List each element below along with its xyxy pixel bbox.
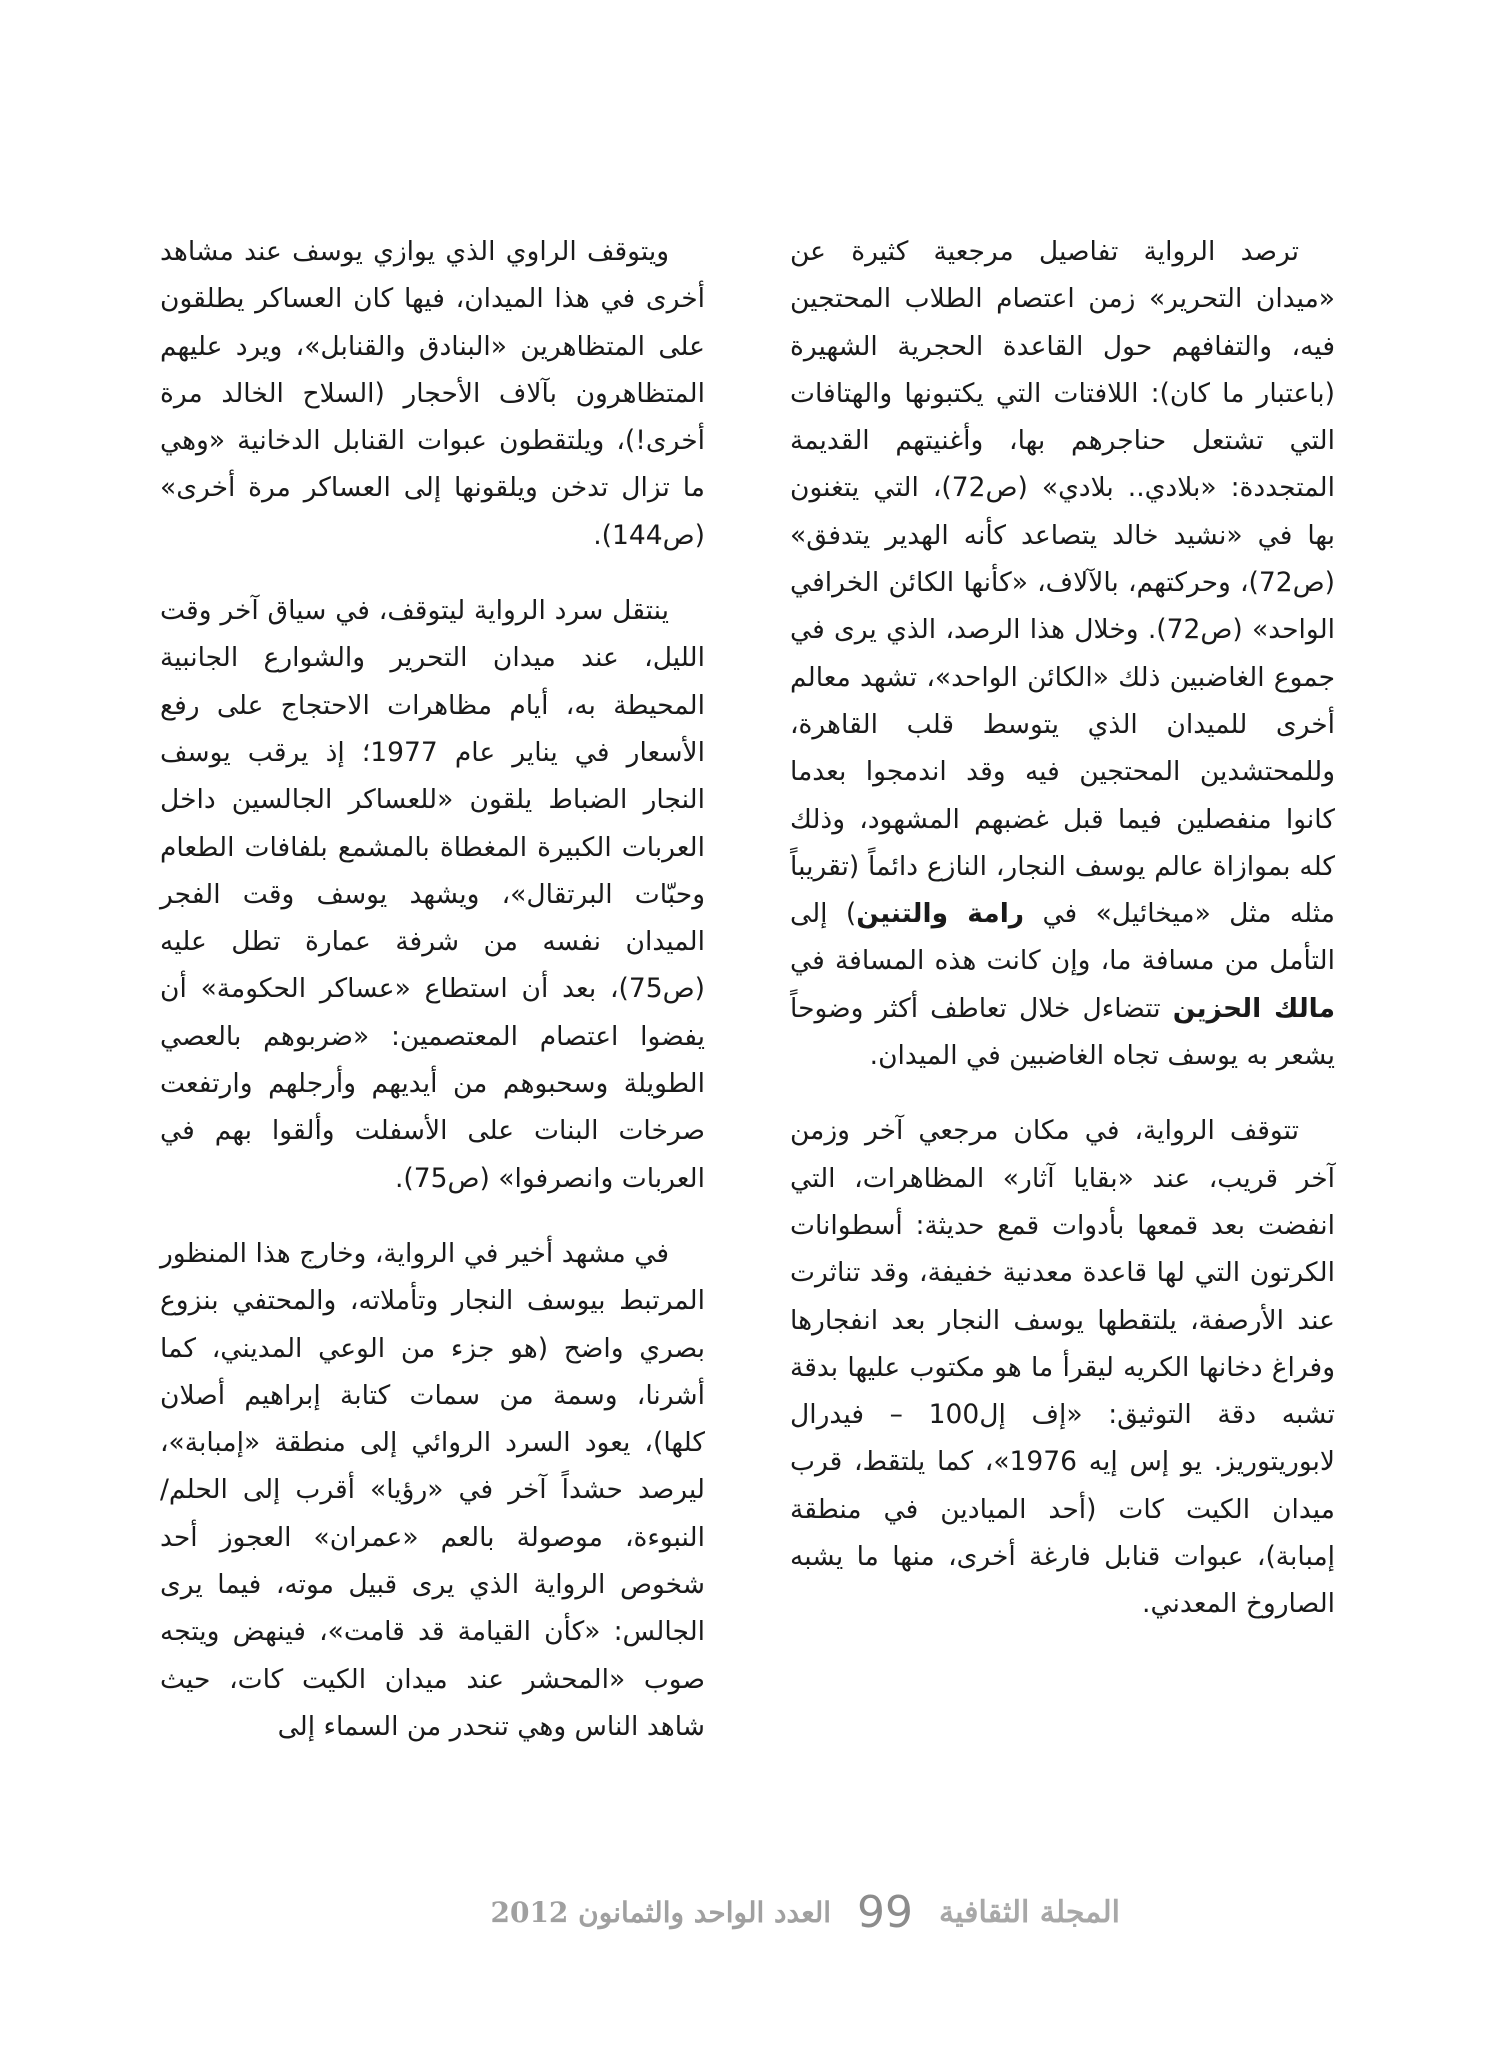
paragraph-text: ترصد الرواية تفاصيل مرجعية كثيرة عن «ميدان التحرير» زمن اعتصام الطلاب المحتجين فيه، والتفافهم حول القاعدة الحجرية الشهيرة (باعتبار ما كان): اللافتات التي يكتبونها والهتافات التي تشتعل حناجرهم بها، وأغنيتهم القديمة المتجددة: «بلادي.. بلادي» (ص72)، التي يتغنون بها في «نشيد خالد يتصاعد كأنه الهدير يتدفق» (ص72)، وحركتهم، بالآلاف، «كأنها الكائن الخرافي الواحد» (ص72). وخلال هذا الرصد، الذي يرى في جموع الغاضبين ذلك «الكائن الواحد»، تشهد معالم أخرى للميدان الذي يتوسط قلب القاهرة، وللمحتشدين المحتجين فيه وقد اندمجوا بعدما كانوا منفصلين فيما قبل غضبهم المشهود، وذلك كله بموازاة عالم يوسف النجار، النازع دائماً (تقريباً مثله مثل «ميخائيل» في [790, 236, 1336, 930]
left-column [160, 228, 705, 1778]
paragraph: ينتقل سرد الرواية ليتوقف، في سياق آخر وقت الليل، عند ميدان التحرير والشوارع الجانبية المحيطة به، أيام مظاهرات الاحتجاج على رفع الأسعار في يناير عام 1977؛ إذ يرقب يوسف النجار الضباط يلقون «للعساكر الجالسين داخل العربات الكبيرة المغطاة بالمشمع بلفافات الطعام وحبّات البرتقال»، ويشهد يوسف وقت الفجر الميدان نفسه من شرفة عمارة تطل عليه (ص75)، بعد أن استطاع «عساكر الحكومة» أن يفضوا اعتصام المعتصمين: «ضربوهم بالعصي الطويلة وسحبوهم من أيديهم وأرجلهم وارتفعت صرخات البنات على الأسفلت وألقوا بهم في العربات وانصرفوا» (ص75). [160, 595, 705, 1194]
page-footer [430, 1882, 1120, 1942]
right-column [790, 228, 1335, 1656]
paragraph: في مشهد أخير في الرواية، وخارج هذا المنظور المرتبط بيوسف النجار وتأملاته، والمحتفي بنزوع بصري واضح (هو جزء من الوعي المديني، كما أشرنا، وسمة من سمات كتابة إبراهيم أصلان كلها)، يعود السرد الروائي إلى منطقة «إمبابة»، ليرصد حشداً آخر في «رؤيا» أقرب إلى الحلم/ النبوءة، موصولة بالعم «عمران» العجوز أحد شخوص الرواية الذي يرى قبيل موته، فيما يرى الجالس: «كأن القيامة قد قامت»، فينهض ويتجه صوب «المحشر عند ميدان الكيت كات، حيث شاهد الناس وهي تنحدر من السماء إلى [160, 1237, 705, 1742]
magazine-logo: المجلة الثقافية [939, 1894, 1120, 1930]
paragraph [790, 228, 1335, 1079]
book-title: مالك الحزين [1172, 992, 1335, 1024]
paragraph: تتوقف الرواية، في مكان مرجعي آخر وزمن آخر قريب، عند «بقايا آثار» المظاهرات، التي انفضت بعد قمعها بأدوات قمع حديثة: أسطوانات الكرتون التي لها قاعدة معدنية خفيفة، وقد تناثرت عند الأرصفة، يلتقطها يوسف النجار بعد انفجارها وفراغ دخانها الكريه ليقرأ ما هو مكتوب عليها بدقة تشبه دقة التوثيق: «إف إل100 – فيدرال لابوريتوريز. يو إس إيه 1976»، كما يلتقط، قرب ميدان الكيت كات (أحد الميادين في منطقة إمبابة)، عبوات قنابل فارغة أخرى، منها ما يشبه الصاروخ المعدني. [790, 1115, 1336, 1620]
paragraph-text: تتضاءل خلال تعاطف أكثر وضوحاً يشعر به يوسف تجاه الغاضبين في الميدان. [790, 992, 1335, 1072]
paragraph: ويتوقف الراوي الذي يوازي يوسف عند مشاهد أخرى في هذا الميدان، فيها كان العساكر يطلقون على المتظاهرين «البنادق والقنابل»، ويرد عليهم المتظاهرون بآلاف الأحجار (السلاح الخالد مرة أخرى!)، ويلتقطون عبوات القنابل الدخانية «وهي ما تزال تدخن ويلقونها إلى العساكر مرة أخرى» (ص144). [160, 236, 705, 551]
page-number: 99 [857, 1886, 914, 1938]
book-title: رامة والتنين [856, 898, 1025, 930]
issue-label: العدد الواحد والثمانون 2012 [490, 1895, 832, 1929]
paragraph-text: ) إلى التأمل من مسافة ما، وإن كانت هذه المسافة في [790, 898, 1335, 977]
